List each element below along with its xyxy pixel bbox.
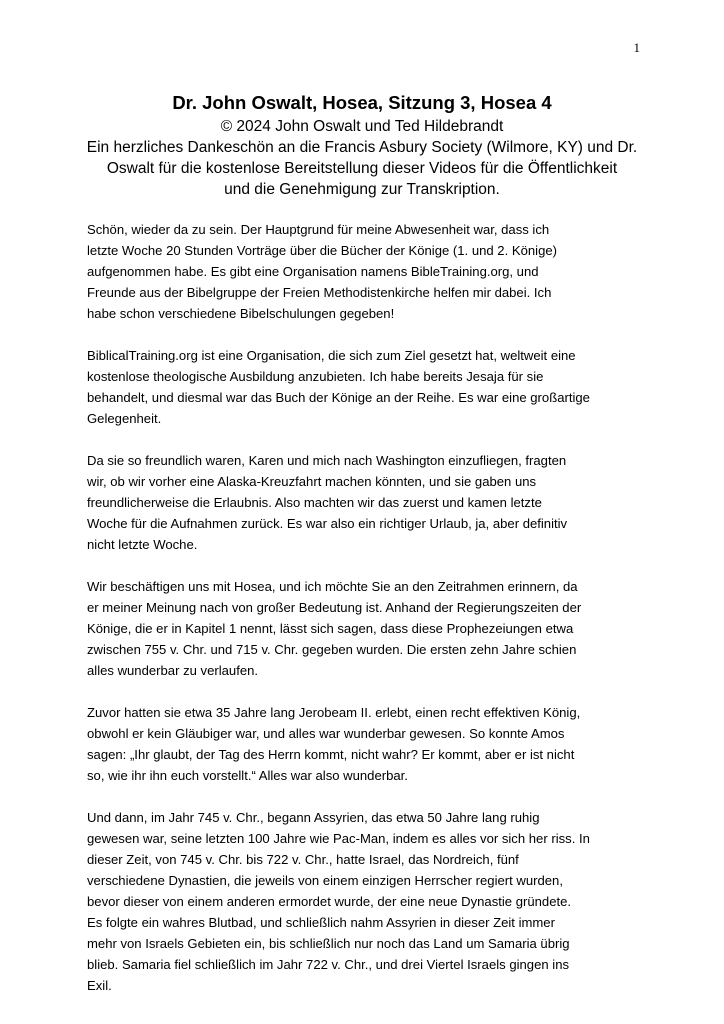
- text-line: bevor dieser von einem anderen ermordet wurde, der eine neue Dynastie gründete.: [87, 894, 572, 909]
- text-line: wir, ob wir vorher eine Alaska-Kreuzfahrt machen könnten, und sie gaben uns: [87, 474, 537, 489]
- text-line: Woche für die Aufnahmen zurück. Es war also ein richtiger Urlaub, ja, aber definitiv: [87, 516, 568, 531]
- text-line: er meiner Meinung nach von großer Bedeutung ist. Anhand der Regierungszeiten der: [87, 600, 582, 615]
- text-line: Freunde aus der Bibelgruppe der Freien Methodistenkirche helfen mir dabei. Ich: [87, 285, 552, 300]
- text-line: aufgenommen habe. Es gibt eine Organisation namens BibleTraining.org, und: [87, 264, 539, 279]
- text-line: dieser Zeit, von 745 v. Chr. bis 722 v. Chr., hatte Israel, das Nordreich, fünf: [87, 852, 519, 867]
- transcript-body: [87, 219, 652, 1017]
- page-number: 1: [633, 40, 640, 55]
- text-line: Und dann, im Jahr 745 v. Chr., begann Assyrien, das etwa 50 Jahre lang ruhig: [87, 810, 540, 825]
- copyright-line: © 2024 John Oswalt und Ted Hildebrandt: [220, 118, 504, 135]
- paragraph-4: [87, 576, 652, 681]
- text-line: zwischen 755 v. Chr. und 715 v. Chr. gegeben wurden. Die ersten zehn Jahre schien: [87, 642, 577, 657]
- text-line: so, wie ihr ihn euch vorstellt.“ Alles war also wunderbar.: [87, 768, 408, 783]
- text-line: verschiedene Dynastien, die jeweils von einem einzigen Herrscher regiert wurden,: [87, 873, 563, 888]
- acknowledgement-line-2: Oswalt für die kostenlose Bereitstellung dieser Videos für die Öffentlichkeit: [106, 160, 618, 177]
- text-line: Gelegenheit.: [87, 411, 162, 426]
- text-line: freundlicherweise die Erlaubnis. Also machten wir das zuerst und kamen letzte: [87, 495, 542, 510]
- acknowledgement-line-3: und die Genehmigung zur Transkription.: [224, 181, 500, 198]
- text-line: kostenlose theologische Ausbildung anzubieten. Ich habe bereits Jesaja für sie: [87, 369, 544, 384]
- document-header: [60, 91, 664, 200]
- acknowledgement-line-1: Ein herzliches Dankeschön an die Francis Asbury Society (Wilmore, KY) und Dr.: [86, 139, 638, 156]
- text-line: Es folgte ein wahres Blutbad, und schließlich nahm Assyrien in dieser Zeit immer: [87, 915, 555, 930]
- text-line: Wir beschäftigen uns mit Hosea, und ich möchte Sie an den Zeitrahmen erinnern, da: [87, 579, 578, 594]
- text-line: letzte Woche 20 Stunden Vorträge über die Bücher der Könige (1. und 2. Könige): [87, 243, 557, 258]
- text-line: Zuvor hatten sie etwa 35 Jahre lang Jerobeam II. erlebt, einen recht effektiven König,: [87, 705, 581, 720]
- text-line: BiblicalTraining.org ist eine Organisation, die sich zum Ziel gesetzt hat, weltweit eine: [87, 348, 576, 363]
- paragraph-1: [87, 219, 652, 324]
- text-line: alles wunderbar zu verlaufen.: [87, 663, 259, 678]
- paragraph-6: [87, 807, 652, 996]
- text-line: mehr von Israels Gebieten ein, bis schließlich nur noch das Land um Samaria übrig: [87, 936, 570, 951]
- text-line: gewesen war, seine letzten 100 Jahre wie Pac-Man, indem es alles vor sich her riss. In: [87, 831, 590, 846]
- text-line: Da sie so freundlich waren, Karen und mich nach Washington einzufliegen, fragten: [87, 453, 567, 468]
- paragraph-3: [87, 450, 652, 555]
- text-line: habe schon verschiedene Bibelschulungen gegeben!: [87, 306, 395, 321]
- text-line: Schön, wieder da zu sein. Der Hauptgrund für meine Abwesenheit war, dass ich: [87, 222, 550, 237]
- paragraph-2: [87, 345, 652, 429]
- text-line: obwohl er kein Gläubiger war, und alles war wunderbar gewesen. So konnte Amos: [87, 726, 565, 741]
- text-line: nicht letzte Woche.: [87, 537, 198, 552]
- document-title: Dr. John Oswalt, Hosea, Sitzung 3, Hosea 4: [172, 92, 552, 113]
- text-line: Könige, die er in Kapitel 1 nennt, lässt sich sagen, dass diese Prophezeiungen etwa: [87, 621, 574, 636]
- text-line: blieb. Samaria fiel schließlich im Jahr 722 v. Chr., und drei Viertel Israels gingen ins: [87, 957, 570, 972]
- text-line: behandelt, und diesmal war das Buch der Könige an der Reihe. Es war eine großartige: [87, 390, 590, 405]
- text-line: sagen: „Ihr glaubt, der Tag des Herrn kommt, nicht wahr? Er kommt, aber er ist nicht: [87, 747, 575, 762]
- text-line: Exil.: [87, 978, 112, 993]
- paragraph-5: [87, 702, 652, 786]
